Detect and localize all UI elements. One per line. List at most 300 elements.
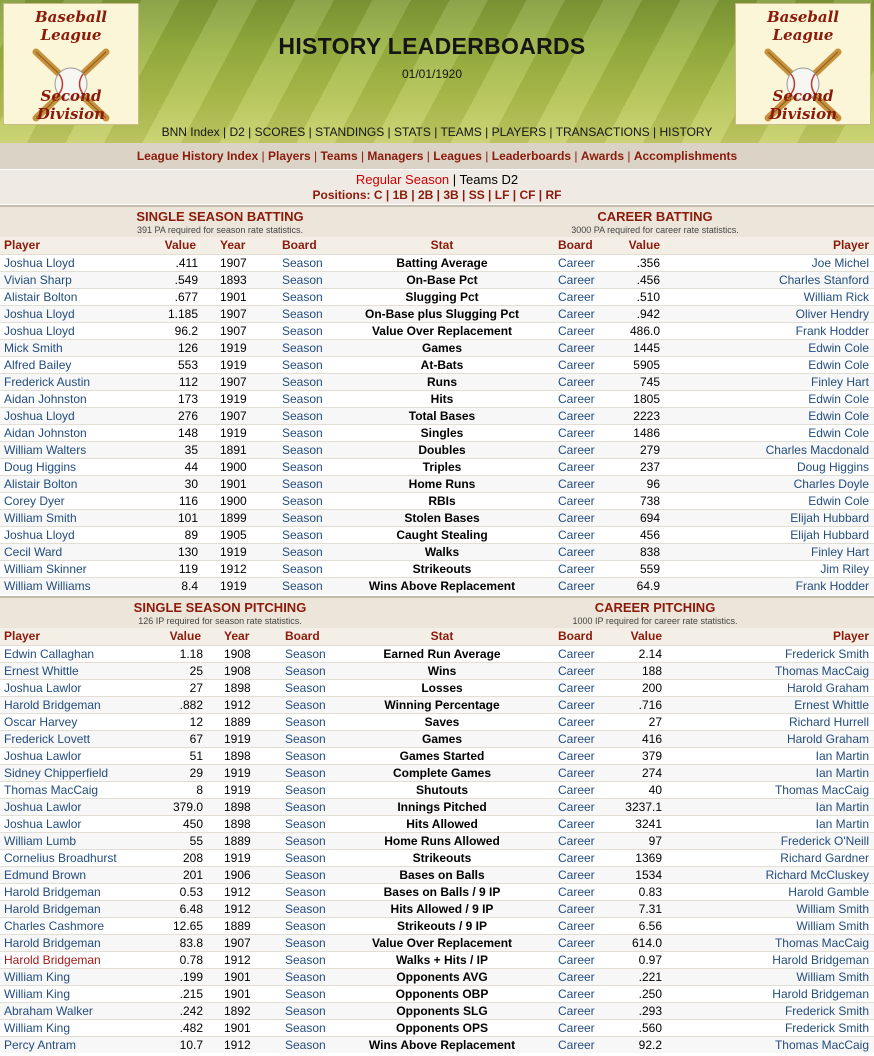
page-title: HISTORY LEADERBOARDS [278,33,586,59]
season-board-link[interactable]: Season [285,953,326,967]
season-player-link[interactable]: Charles Cashmore [4,919,105,933]
season-board-link[interactable]: Season [282,307,323,321]
season-board-link[interactable]: Season [285,800,326,814]
career-board-link[interactable]: Career [558,460,595,474]
top-nav-link[interactable]: TEAMS [440,125,482,139]
career-board-link[interactable]: Career [558,732,595,746]
season-value: .677 [174,290,198,304]
col-player-career[interactable]: Player [832,629,869,643]
career-player-link[interactable]: Edwin Cole [808,409,869,423]
stat-name: Strikeouts [412,562,472,576]
filter-bar: Regular Season | Teams D2 Positions: C | 1B | 2B | 3B | SS | LF | CF | RF [0,170,874,204]
season-board-link[interactable]: Season [282,579,323,593]
season-board-link[interactable]: Season [285,664,326,678]
career-player-link[interactable]: Elijah Hubbard [790,511,869,525]
season-year: 1907 [224,936,251,950]
stat-name: Runs [427,375,457,389]
season-board-link[interactable]: Season [282,562,323,576]
season-player-link[interactable]: Joshua Lloyd [4,409,75,423]
career-player-link[interactable]: Edwin Cole [808,494,869,508]
career-player-link[interactable]: Thomas MacCaig [774,936,869,950]
career-board-link[interactable]: Career [558,715,595,729]
league-logo-right[interactable] [735,3,871,125]
career-player-link[interactable]: William Smith [796,902,869,916]
season-player-link[interactable]: Alistair Bolton [4,290,78,304]
season-board-link[interactable]: Season [282,443,323,457]
career-board-link[interactable]: Career [558,647,595,661]
position-link[interactable]: LF [494,188,510,202]
career-player-link[interactable]: Ian Martin [815,749,869,763]
nav-separator: | [535,188,546,202]
season-player-link[interactable]: William King [4,1021,71,1035]
career-board-link[interactable]: Career [558,426,595,440]
subnav-link[interactable]: Awards [580,149,625,163]
col-board-career[interactable]: Board [558,629,593,643]
season-board-link[interactable]: Season [282,375,323,389]
career-value: 96 [646,477,660,491]
subnav-link[interactable]: Players [267,149,311,163]
season-board-link[interactable]: Season [285,1004,326,1018]
stat-name: Home Runs Allowed [384,834,500,848]
career-board-link[interactable]: Career [558,494,595,508]
career-player-link[interactable]: Richard Hurrell [788,715,869,729]
career-player-link[interactable]: Charles Doyle [793,477,869,491]
season-player-link[interactable]: Joshua Lawlor [4,749,82,763]
nav-separator: | [430,125,441,139]
career-player-link[interactable]: Charles Stanford [778,273,869,287]
season-player-link[interactable]: Mick Smith [4,341,63,355]
season-player-link[interactable]: Oscar Harvey [4,715,78,729]
career-board-link[interactable]: Career [558,936,595,950]
stat-name: Complete Games [392,766,492,780]
col-year[interactable]: Year [220,238,246,252]
season-player-link[interactable]: Joshua Lloyd [4,324,75,338]
position-link[interactable]: 3B [443,188,459,202]
subnav-link[interactable]: Leaderboards [491,149,572,163]
season-board-link[interactable]: Season [282,290,323,304]
season-board-link[interactable]: Season [285,970,326,984]
season-board-link[interactable]: Season [285,1021,326,1035]
stat-name: Value Over Replacement [371,936,513,950]
season-value: 208 [182,851,203,865]
career-player-link[interactable]: Richard Gardner [780,851,869,865]
season-board-link[interactable]: Season [282,409,323,423]
career-board-link[interactable]: Career [558,851,595,865]
career-board-link[interactable]: Career [558,409,595,423]
season-board-link[interactable]: Season [282,477,323,491]
career-board-link[interactable]: Career [558,443,595,457]
career-player-link[interactable]: Edwin Cole [808,426,869,440]
career-player-link[interactable]: Thomas MacCaig [774,664,869,678]
season-board-link[interactable]: Season [282,528,323,542]
season-player-link[interactable]: Aidan Johnston [4,426,87,440]
stat-name: Strikeouts [412,851,472,865]
position-link[interactable]: SS [468,188,485,202]
career-board-link[interactable]: Career [558,1038,595,1052]
career-board-link[interactable]: Career [558,698,595,712]
career-board-link[interactable]: Career [558,800,595,814]
season-board-link[interactable]: Season [285,868,326,882]
col-stat[interactable]: Stat [430,238,454,252]
career-player-link[interactable]: Harold Graham [786,732,869,746]
season-board-link[interactable]: Season [285,715,326,729]
teams-filter[interactable]: Teams D2 [459,172,519,187]
nav-separator: | [484,188,495,202]
career-board-link[interactable]: Career [558,392,595,406]
season-player-link[interactable]: William King [4,987,71,1001]
subnav-link[interactable]: League History Index [136,149,259,163]
position-link[interactable]: 2B [417,188,434,202]
season-year: 1912 [224,953,251,967]
career-value: 416 [641,732,662,746]
career-player-link[interactable]: Finley Hart [810,545,869,559]
season-value: 119 [178,562,198,576]
col-player-career[interactable]: Player [832,238,869,252]
career-board-link[interactable]: Career [558,545,595,559]
career-player-link[interactable]: Ian Martin [815,800,869,814]
season-filter[interactable]: Regular Season [355,172,450,187]
season-player-link[interactable]: William Skinner [4,562,87,576]
table-row [0,543,874,560]
season-year: 1892 [224,1004,251,1018]
career-board-link[interactable]: Career [558,681,595,695]
season-board-link[interactable]: Season [285,766,326,780]
season-value: 553 [177,358,198,372]
career-board-link[interactable]: Career [558,749,595,763]
career-player-link[interactable]: Frederick Smith [784,1021,869,1035]
career-board-link[interactable]: Career [558,562,595,576]
career-player-link[interactable]: Ian Martin [815,817,869,831]
career-board-link[interactable]: Career [558,375,595,389]
career-player-link[interactable]: Richard McCluskey [765,868,869,882]
career-board-link[interactable]: Career [558,902,595,916]
career-player-link[interactable]: Oliver Hendry [795,307,869,321]
position-link[interactable]: 1B [392,188,408,202]
career-player-link[interactable]: Joe Michel [811,256,869,270]
season-player-link[interactable]: Doug Higgins [4,460,77,474]
season-board-link[interactable]: Season [285,936,326,950]
col-value[interactable]: Value [169,629,201,643]
table-row [0,509,874,526]
season-board-link[interactable]: Season [282,460,323,474]
career-player-link[interactable]: William Rick [803,290,869,304]
career-player-link[interactable]: Edwin Cole [808,341,869,355]
table-row [0,696,874,713]
season-player-link[interactable]: Joshua Lawlor [4,681,82,695]
career-value: 279 [639,443,660,457]
col-board-career[interactable]: Board [558,238,593,252]
season-player-link[interactable]: Harold Bridgeman [4,698,101,712]
career-player-link[interactable]: Frederick O'Neill [780,834,869,848]
logo-bottom-text: Second Division [768,87,838,123]
season-player-link[interactable]: Edwin Callaghan [4,647,95,661]
season-year: 1907 [220,324,247,338]
career-board-link[interactable]: Career [558,273,595,287]
season-board-link[interactable]: Season [282,273,323,287]
career-value: 27 [648,715,662,729]
season-board-link[interactable]: Season [285,885,326,899]
career-value: 5905 [633,358,660,372]
career-board-link[interactable]: Career [558,766,595,780]
career-player-link[interactable]: William Smith [796,970,869,984]
season-player-link[interactable]: Alistair Bolton [4,477,78,491]
nav-separator: | [407,188,418,202]
career-board-link[interactable]: Career [558,1021,595,1035]
top-nav-link[interactable]: STATS [394,125,431,139]
top-nav-link[interactable]: TRANSACTIONS [555,125,650,139]
stat-name: Triples [422,460,462,474]
career-board-link[interactable]: Career [558,987,595,1001]
season-player-link[interactable]: Cornelius Broadhurst [4,851,117,865]
position-link[interactable]: CF [519,188,536,202]
table-row [0,560,874,577]
nav-separator: | [433,188,444,202]
col-board[interactable]: Board [285,629,320,643]
season-player-link[interactable]: William King [4,970,71,984]
career-board-link[interactable]: Career [558,358,595,372]
stat-name: Walks [424,545,460,559]
career-value: 3237.1 [625,800,662,814]
season-board-link[interactable]: Season [285,698,326,712]
season-player-link[interactable]: Harold Bridgeman [4,902,101,916]
season-player-link[interactable]: Frederick Lovett [4,732,91,746]
top-nav-link[interactable]: BNN Index [161,125,220,139]
nav-separator: | [624,149,634,163]
season-player-link[interactable]: William Williams [4,579,91,593]
season-board-link[interactable]: Season [285,647,326,661]
career-value: 745 [639,375,660,389]
season-player-link[interactable]: Thomas MacCaig [4,783,99,797]
career-board-link[interactable]: Career [558,885,595,899]
col-value-career[interactable]: Value [628,238,660,252]
season-board-link[interactable]: Season [285,1038,326,1052]
season-board-link[interactable]: Season [285,902,326,916]
season-player-link[interactable]: Cecil Ward [4,545,63,559]
career-player-link[interactable]: Edwin Cole [808,358,869,372]
career-player-link[interactable]: William Smith [796,919,869,933]
season-player-link[interactable]: Vivian Sharp [4,273,72,287]
career-board-link[interactable]: Career [558,290,595,304]
season-board-link[interactable]: Season [285,851,326,865]
season-year: 1907 [220,256,247,270]
career-board-link[interactable]: Career [558,783,595,797]
col-value[interactable]: Value [164,238,196,252]
top-nav-link[interactable]: PLAYERS [491,125,547,139]
career-player-link[interactable]: Charles Macdonald [765,443,869,457]
career-pitching-note: 1000 IP required for career rate statistics. [572,616,738,626]
table-row [0,781,874,798]
subnav-link[interactable]: Leagues [433,149,482,163]
career-board-link[interactable]: Career [558,664,595,678]
season-year: 1889 [224,919,251,933]
season-player-link[interactable]: Harold Bridgeman [4,953,101,967]
season-player-link[interactable]: Joshua Lloyd [4,256,75,270]
career-player-link[interactable]: Elijah Hubbard [790,528,869,542]
table-row [0,883,874,900]
season-board-link[interactable]: Season [282,494,323,508]
career-board-link[interactable]: Career [558,868,595,882]
career-player-link[interactable]: Edwin Cole [808,392,869,406]
season-board-link[interactable]: Season [285,987,326,1001]
career-player-link[interactable]: Frank Hodder [795,579,869,593]
position-link[interactable]: RF [545,188,562,202]
season-player-link[interactable]: Joshua Lloyd [4,307,75,321]
season-player-link[interactable]: Abraham Walker [4,1004,93,1018]
season-board-link[interactable]: Season [285,749,326,763]
career-board-link[interactable]: Career [558,528,595,542]
col-value-career[interactable]: Value [630,629,662,643]
career-value: .716 [638,698,662,712]
table-row [0,322,874,339]
season-value: 173 [177,392,198,406]
career-board-link[interactable]: Career [558,970,595,984]
table-row [0,798,874,815]
season-player-link[interactable]: Corey Dyer [4,494,65,508]
season-board-link[interactable]: Season [285,834,326,848]
season-value: 130 [177,545,198,559]
career-player-link[interactable]: Harold Bridgeman [772,987,869,1001]
table-row [0,390,874,407]
season-player-link[interactable]: Alfred Bailey [4,358,72,372]
season-board-link[interactable]: Season [282,324,323,338]
col-stat[interactable]: Stat [430,629,454,643]
table-row [0,356,874,373]
career-board-link[interactable]: Career [558,324,595,338]
season-board-link[interactable]: Season [282,358,323,372]
table-row [0,254,874,271]
nav-separator: | [258,149,268,163]
season-player-link[interactable]: Joshua Lawlor [4,817,82,831]
season-board-link[interactable]: Season [285,732,326,746]
col-player[interactable]: Player [4,629,41,643]
nav-separator: | [310,149,321,163]
season-player-link[interactable]: Ernest Whittle [4,664,79,678]
subnav-link[interactable]: Teams [320,149,358,163]
position-link[interactable]: C [373,188,383,202]
career-player-link[interactable]: Jim Riley [820,562,869,576]
col-board[interactable]: Board [282,238,317,252]
season-value: 1.185 [167,307,198,321]
career-board-link[interactable]: Career [558,477,595,491]
season-player-link[interactable]: Joshua Lloyd [4,528,75,542]
career-board-link[interactable]: Career [558,919,595,933]
subnav-link[interactable]: Accomplishments [633,149,738,163]
career-board-link[interactable]: Career [558,953,595,967]
career-board-link[interactable]: Career [558,511,595,525]
career-board-link[interactable]: Career [558,817,595,831]
season-year: 1912 [224,902,251,916]
career-player-link[interactable]: Thomas MacCaig [774,1038,869,1052]
top-nav-link[interactable]: SCORES [254,125,306,139]
single-season-pitching-title: SINGLE SEASON PITCHING [133,600,307,615]
season-player-link[interactable]: Aidan Johnston [4,392,87,406]
career-board-link[interactable]: Career [558,307,595,321]
career-board-link[interactable]: Career [558,256,595,270]
stat-name: Opponents AVG [396,970,488,984]
season-board-link[interactable]: Season [282,511,323,525]
career-value: 1805 [633,392,660,406]
career-player-link[interactable]: Harold Gamble [788,885,869,899]
season-year: 1912 [220,562,247,576]
career-value: 1369 [635,851,662,865]
career-player-link[interactable]: Frederick Smith [784,647,869,661]
col-year[interactable]: Year [224,629,250,643]
season-board-link[interactable]: Season [282,545,323,559]
table-row [0,407,874,424]
season-board-link[interactable]: Season [282,341,323,355]
career-player-link[interactable]: Harold Graham [786,681,869,695]
season-value: 116 [178,494,198,508]
season-board-link[interactable]: Season [282,256,323,270]
season-year: 1901 [224,970,251,984]
season-player-link[interactable]: William Walters [4,443,87,457]
top-nav-link[interactable]: D2 [229,125,245,139]
season-board-link[interactable]: Season [285,817,326,831]
nav-separator: | [382,188,393,202]
season-year: 1889 [224,715,251,729]
subnav-link[interactable]: Managers [367,149,424,163]
season-value: 12.65 [172,919,203,933]
top-nav-link[interactable]: STANDINGS [315,125,385,139]
season-player-link[interactable]: Harold Bridgeman [4,885,101,899]
career-player-link[interactable]: Thomas MacCaig [774,783,869,797]
col-player[interactable]: Player [4,238,41,252]
career-player-link[interactable]: Ernest Whittle [794,698,869,712]
season-player-link[interactable]: Edmund Brown [4,868,87,882]
season-player-link[interactable]: William Smith [4,511,77,525]
career-value: 1486 [633,426,660,440]
career-player-link[interactable]: Frank Hodder [795,324,869,338]
season-player-link[interactable]: Frederick Austin [4,375,91,389]
season-player-link[interactable]: William Lumb [4,834,77,848]
career-player-link[interactable]: Finley Hart [810,375,869,389]
table-row [0,985,874,1002]
season-year: 1919 [224,766,251,780]
season-player-link[interactable]: Percy Antram [4,1038,77,1052]
career-value: .456 [636,273,660,287]
nav-separator: | [649,125,660,139]
stat-name: Bases on Balls / 9 IP [383,885,501,899]
season-value: 10.7 [179,1038,203,1052]
career-player-link[interactable]: Doug Higgins [796,460,869,474]
career-player-link[interactable]: Frederick Smith [784,1004,869,1018]
league-logo[interactable] [3,3,139,125]
top-nav-link[interactable]: HISTORY [659,125,713,139]
career-board-link[interactable]: Career [558,834,595,848]
season-board-link[interactable]: Season [282,426,323,440]
season-year: 1912 [224,698,251,712]
season-player-link[interactable]: Sidney Chipperfield [4,766,109,780]
season-value: 8 [196,783,203,797]
career-player-link[interactable]: Harold Bridgeman [772,953,869,967]
career-board-link[interactable]: Career [558,1004,595,1018]
career-player-link[interactable]: Ian Martin [815,766,869,780]
career-board-link[interactable]: Career [558,579,595,593]
pitching-section [0,596,874,1053]
season-board-link[interactable]: Season [285,919,326,933]
season-board-link[interactable]: Season [282,392,323,406]
season-board-link[interactable]: Season [285,681,326,695]
career-board-link[interactable]: Career [558,341,595,355]
page-date: 01/01/1920 [401,67,463,81]
season-player-link[interactable]: Harold Bridgeman [4,936,101,950]
season-board-link[interactable]: Season [285,783,326,797]
season-year: 1900 [220,460,247,474]
table-row [0,900,874,917]
career-value: .560 [638,1021,662,1035]
season-value: 83.8 [179,936,203,950]
season-player-link[interactable]: Joshua Lawlor [4,800,82,814]
